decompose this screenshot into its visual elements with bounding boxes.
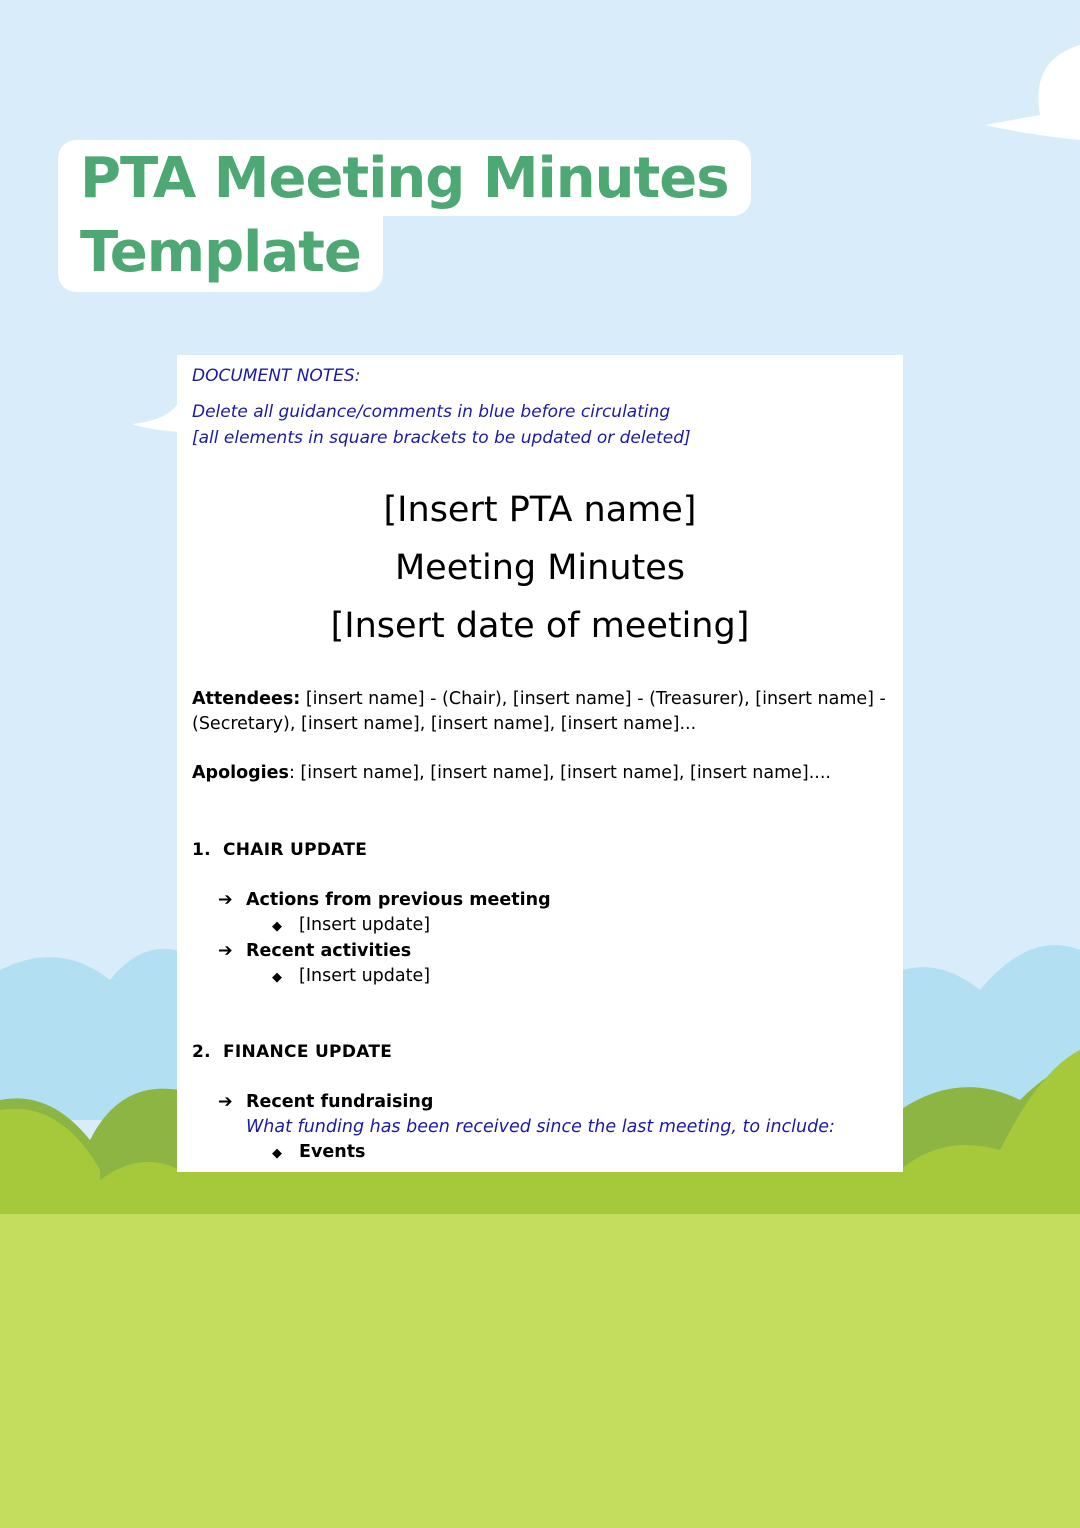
section-title: CHAIR UPDATE bbox=[223, 840, 368, 860]
page-title bbox=[58, 140, 751, 292]
section-number: 2. bbox=[192, 1042, 211, 1062]
list-item-label: Recent activities bbox=[246, 941, 412, 961]
bullet-item bbox=[192, 1140, 888, 1166]
bullet-item bbox=[192, 913, 888, 939]
document-preview bbox=[177, 355, 903, 1172]
bullet-text: [Insert update] bbox=[299, 915, 431, 935]
attendees-text: [insert name] - (Chair), [insert name] - (Treasurer), [insert name] - (Secretary), [insert name], [insert name], [insert name]... bbox=[192, 689, 886, 734]
diamond-bullet-icon: ◆ bbox=[272, 970, 282, 985]
bullet-text: [Insert update] bbox=[299, 966, 431, 986]
apologies-label: Apologies bbox=[192, 763, 289, 783]
arrow-icon: ➔ bbox=[218, 941, 233, 961]
apologies-text: : [insert name], [insert name], [insert name], [insert name].... bbox=[288, 763, 831, 783]
list-item-label: Recent fundraising bbox=[246, 1092, 434, 1112]
attendees-paragraph bbox=[192, 687, 888, 737]
title-line-1: PTA Meeting Minutes bbox=[58, 140, 751, 216]
arrow-icon: ➔ bbox=[218, 1092, 233, 1112]
list-item bbox=[192, 1090, 888, 1115]
list-item bbox=[192, 939, 888, 964]
arrow-icon: ➔ bbox=[218, 890, 233, 910]
section-title: FINANCE UPDATE bbox=[223, 1042, 393, 1062]
guidance-text: What funding has been received since the last meeting, to include: bbox=[246, 1117, 835, 1137]
meeting-date: [Insert date of meeting] bbox=[330, 606, 750, 646]
title-line-2: Template bbox=[58, 216, 383, 292]
document-notes-heading: DOCUMENT NOTES: bbox=[192, 366, 361, 386]
bullet-item bbox=[192, 964, 888, 990]
document-note-line: Delete all guidance/comments in blue before circulating bbox=[192, 402, 671, 422]
bullet-text: Events bbox=[299, 1142, 366, 1162]
list-item-label: Actions from previous meeting bbox=[246, 890, 551, 910]
document-note-line: [all elements in square brackets to be updated or deleted] bbox=[192, 428, 691, 448]
section-number: 1. bbox=[192, 840, 211, 860]
diamond-bullet-icon: ◆ bbox=[272, 919, 282, 934]
section-heading bbox=[192, 1040, 888, 1065]
section-heading bbox=[192, 838, 888, 863]
list-item bbox=[192, 888, 888, 913]
attendees-label: Attendees: bbox=[192, 689, 301, 709]
apologies-paragraph bbox=[192, 761, 888, 786]
diamond-bullet-icon: ◆ bbox=[272, 1146, 282, 1161]
document-heading: Meeting Minutes bbox=[394, 548, 685, 588]
document-header bbox=[192, 481, 888, 655]
pta-name: [Insert PTA name] bbox=[383, 490, 697, 530]
grass-field bbox=[0, 1214, 1080, 1528]
